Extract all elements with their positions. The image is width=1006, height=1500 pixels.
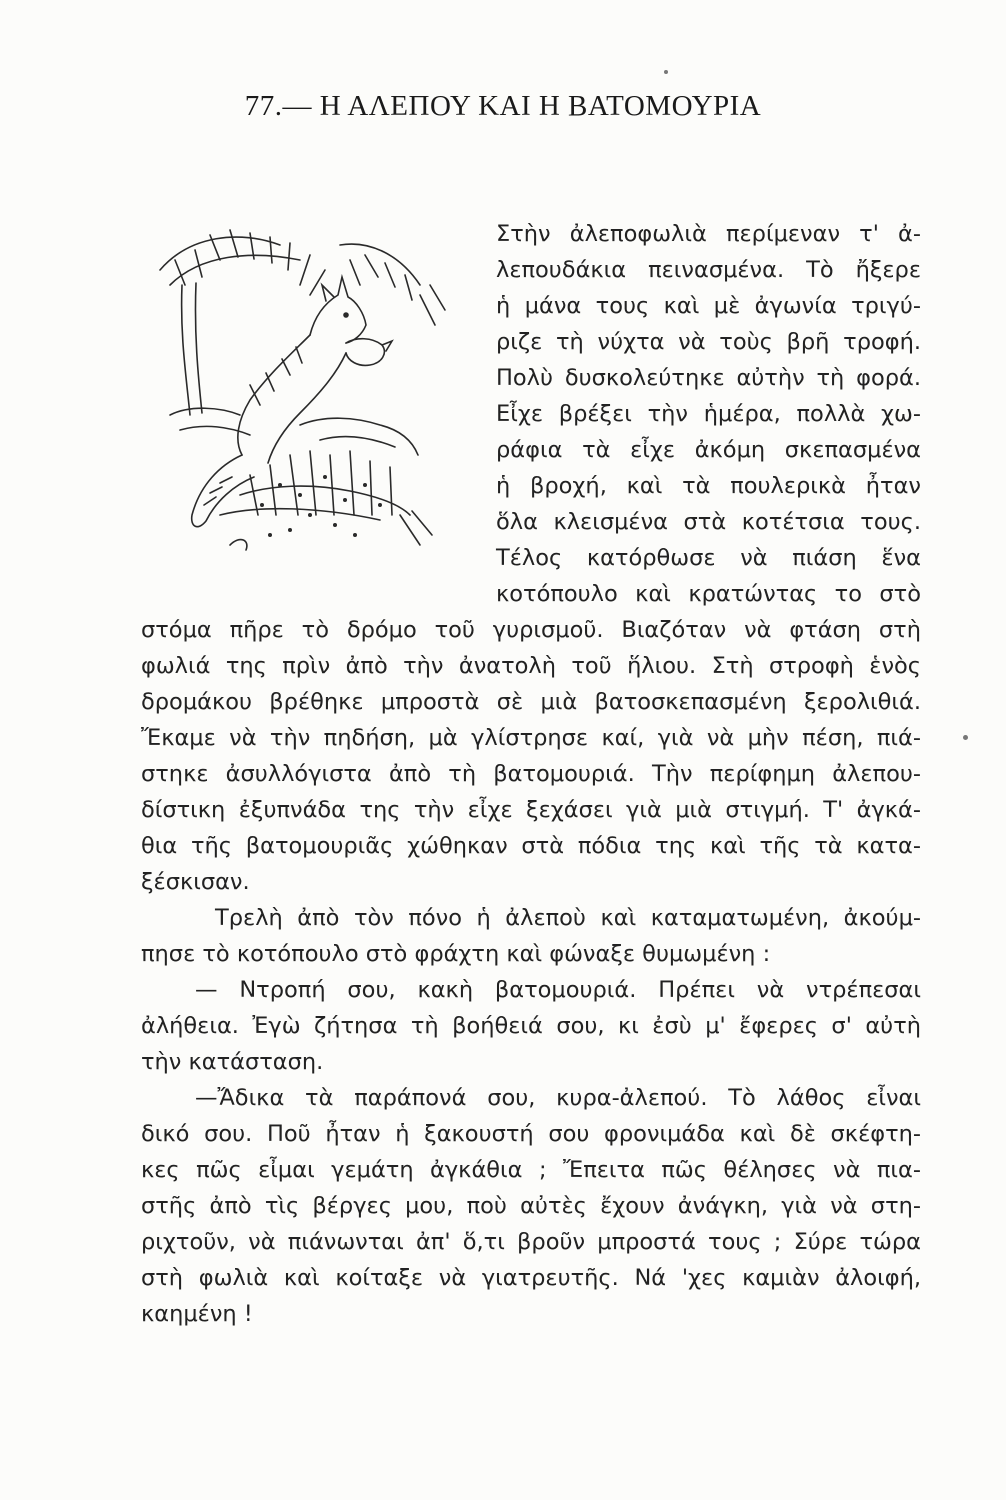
text-line: Τέλος κατόρθωσε νὰ πιάση ἕνα <box>496 545 921 571</box>
text-line: στόμα πῆρε τὸ δρόμο τοῦ γυρισμοῦ. Βιαζόταν νὰ φτάση στὴ <box>141 617 921 643</box>
text-line: θια τῆς βατομουριᾶς χώθηκαν στὰ πόδια της καὶ τῆς τὰ κατα- <box>141 833 921 859</box>
text-line: στῆς ἀπὸ τὶς βέργες μου, ποὺ αὐτὲς ἔχουν ἀνάγκη, γιὰ νὰ στη- <box>141 1193 921 1219</box>
text-line: κοτόπουλο καὶ κρατώντας το στὸ <box>496 581 921 607</box>
text-line: ξέσκισαν. <box>141 869 250 895</box>
page-title: 77.— Η ΑΛΕΠΟΥ ΚΑΙ Η ΒΑΤΟΜΟΥΡΙΑ <box>244 90 762 122</box>
fox-illustration <box>150 215 460 560</box>
text-line: Τρελὴ ἀπὸ τὸν πόνο ἡ ἀλεποὺ καὶ καταματωμένη, ἀκούμ- <box>215 905 921 931</box>
text-line: ὅλα κλεισμένα στὰ κοτέτσια τους. <box>496 509 921 535</box>
text-line: ριχτοῦν, νὰ πιάνωνται ἀπ' ὅ,τι βροῦν μπροστά τους ; Σύρε τώρα <box>141 1229 921 1255</box>
text-line: τὴν κατάσταση. <box>141 1049 324 1075</box>
text-line: — Ντροπή σου, κακὴ βατομουριά. Πρέπει νὰ ντρέπεσαι <box>195 977 921 1003</box>
text-line: ἡ βροχή, καὶ τὰ πουλερικὰ ἦταν <box>496 473 921 499</box>
text-line: δρομάκου βρέθηκε μπροστὰ σὲ μιὰ βατοσκεπασμένη ξερολιθιά. <box>141 689 921 715</box>
text-line: πησε τὸ κοτόπουλο στὸ φράχτη καὶ φώναξε θυμωμένη : <box>141 941 771 967</box>
text-line: ἡ μάνα τους καὶ μὲ ἀγωνία τριγύ- <box>496 293 921 319</box>
text-line: λεπουδάκια πεινασμένα. Τὸ ἤξερε <box>496 257 921 283</box>
text-line: στὴ φωλιὰ καὶ κοίταξε νὰ γιατρευτῆς. Νά 'χες καμιὰν ἀλοιφή, <box>141 1265 921 1291</box>
text-line: στηκε ἀσυλλόγιστα ἀπὸ τὴ βατομουριά. Τὴν περίφημη ἀλεπου- <box>141 761 921 787</box>
text-line: Στὴν ἀλεποφωλιὰ περίμεναν τ' ἀ- <box>496 221 921 247</box>
scan-speck <box>664 70 668 74</box>
text-line: Ἔκαμε νὰ τὴν πηδήση, μὰ γλίστρησε καί, γιὰ νὰ μὴν πέση, πιά- <box>141 725 921 751</box>
text-line: δίστικη ἐξυπνάδα της τὴν εἶχε ξεχάσει γιὰ μιὰ στιγμή. Τ' ἀγκά- <box>141 797 921 823</box>
text-line: Εἶχε βρέξει τὴν ἡμέρα, πολλὰ χω- <box>496 401 921 427</box>
scan-speck <box>963 735 968 740</box>
text-line: ἀλήθεια. Ἐγὼ ζήτησα τὴ βοήθειά σου, κι ἐσὺ μ' ἔφερες σ' αὐτὴ <box>141 1013 921 1039</box>
text-line: —Ἄδικα τὰ παράπονά σου, κυρα-ἀλεπού. Τὸ λάθος εἶναι <box>195 1085 921 1111</box>
text-line: καημένη ! <box>141 1301 253 1327</box>
text-line: κες πῶς εἶμαι γεμάτη ἀγκάθια ; Ἔπειτα πῶς θέλησες νὰ πια- <box>141 1157 921 1183</box>
text-line: ριζε τὴ νύχτα νὰ τοὺς βρῆ τροφή. <box>496 329 921 355</box>
text-line: φωλιά της πρὶν ἀπὸ τὴν ἀνατολὴ τοῦ ἥλιου. Στὴ στροφὴ ἑνὸς <box>141 653 921 679</box>
text-line: Πολὺ δυσκολεύτηκε αὐτὴν τὴ φορά. <box>496 365 921 391</box>
text-line: δικό σου. Ποῦ ἦταν ἡ ξακουστή σου φρονιμάδα καὶ δὲ σκέφτη- <box>141 1121 921 1147</box>
text-line: ράφια τὰ εἶχε ἀκόμη σκεπασμένα <box>496 437 921 463</box>
